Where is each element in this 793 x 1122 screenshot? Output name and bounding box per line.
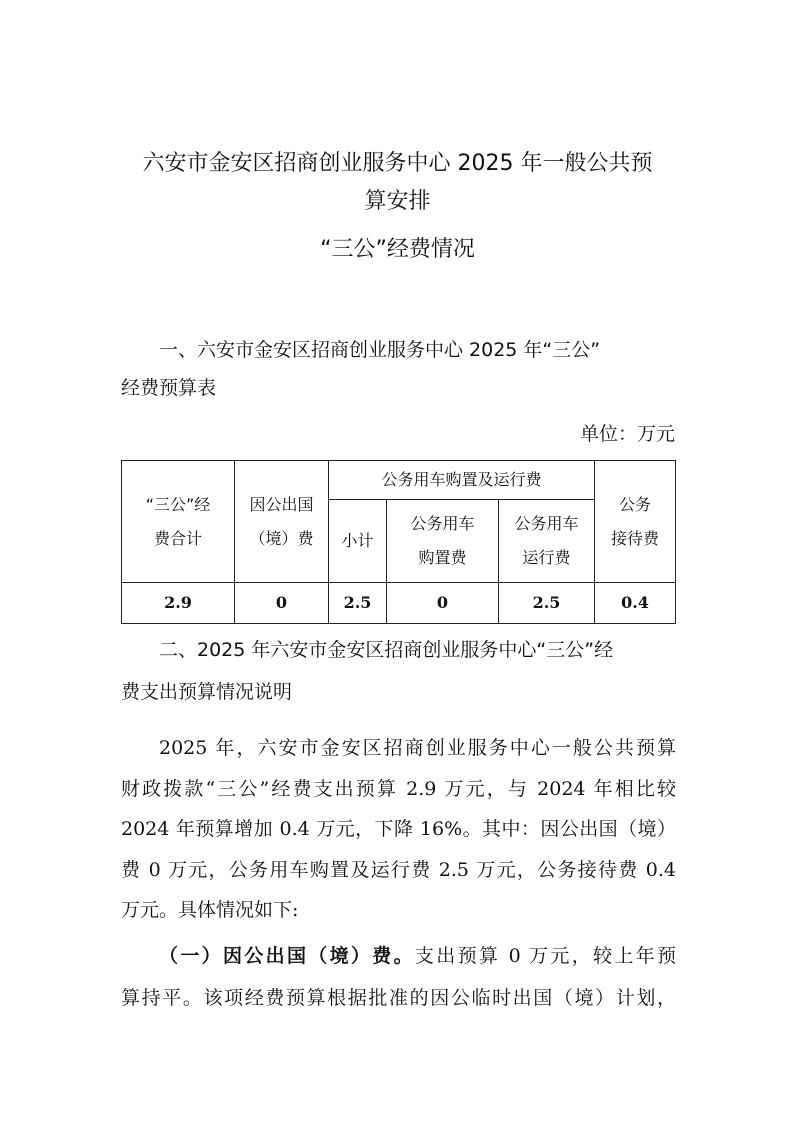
header-vehicle-operation [499,500,595,583]
paragraph-2-heading: （一）因公出国（境）费。 [159,945,415,967]
header-vehicle-purchase-line-2: 购置费 [418,548,467,567]
value-abroad: 0 [235,583,329,624]
unit-label: 单位：万元 [579,423,675,445]
header-total-line-1: “三公”经 [145,494,211,514]
header-total-line-2: 费合计 [153,528,202,548]
header-subtotal: 小计 [329,500,387,583]
header-reception [595,461,676,583]
paragraph-1-line-2: 财政拨款“三公”经费支出预算 2.9 万元，与 2024 年相比较 [121,778,676,800]
section-2-heading-line-2: 费支出预算情况说明 [121,681,293,703]
paragraph-2-line-2: 算持平。该项经费预算根据批准的因公临时出国（境）计划， [121,987,676,1009]
three-public-expense-table [121,460,676,624]
header-abroad-line-2: （境）费 [249,528,314,548]
header-abroad-line-1: 因公出国 [249,494,314,514]
paragraph-2-line-1 [121,938,676,974]
value-vehicle-operation: 2.5 [499,583,595,624]
header-vehicle-group: 公务用车购置及运行费 [329,461,595,500]
section-1-heading-line-1: 一、六安市金安区招商创业服务中心 2025 年“三公” [159,339,601,361]
value-reception: 0.4 [595,583,676,624]
header-abroad [235,461,329,583]
header-reception-line-2: 接待费 [611,528,660,548]
header-vehicle-operation-line-1: 公务用车 [514,514,579,533]
paragraph-1-line-5: 万元。具体情况如下: [121,899,299,921]
section-2-heading-line-1: 二、2025 年六安市金安区招商创业服务中心“三公”经 [159,639,614,661]
document-title-line-2: 算安排 [364,189,431,214]
paragraph-1-line-1: 2025 年，六安市金安区招商创业服务中心一般公共预算 [159,737,676,759]
header-vehicle-operation-line-2: 运行费 [522,548,571,567]
header-total [122,461,235,583]
document-title-line-1: 六安市金安区招商创业服务中心 2025 年一般公共预 [142,151,653,176]
paragraph-1-line-4: 费 0 万元，公务用车购置及运行费 2.5 万元，公务接待费 0.4 [121,859,676,881]
document-subtitle: “三公”经费情况 [320,237,475,262]
value-subtotal: 2.5 [329,583,387,624]
header-reception-line-1: 公务 [619,494,652,514]
section-1-heading-line-2: 经费预算表 [121,377,217,399]
value-total: 2.9 [122,583,235,624]
paragraph-1-line-3: 2024 年预算增加 0.4 万元，下降 16%。其中：因公出国（境） [121,818,676,840]
header-vehicle-purchase-line-1: 公务用车 [410,514,475,533]
value-vehicle-purchase: 0 [387,583,499,624]
paragraph-2-line-1-text: 支出预算 0 万元，较上年预 [414,945,676,967]
header-vehicle-purchase [387,500,499,583]
